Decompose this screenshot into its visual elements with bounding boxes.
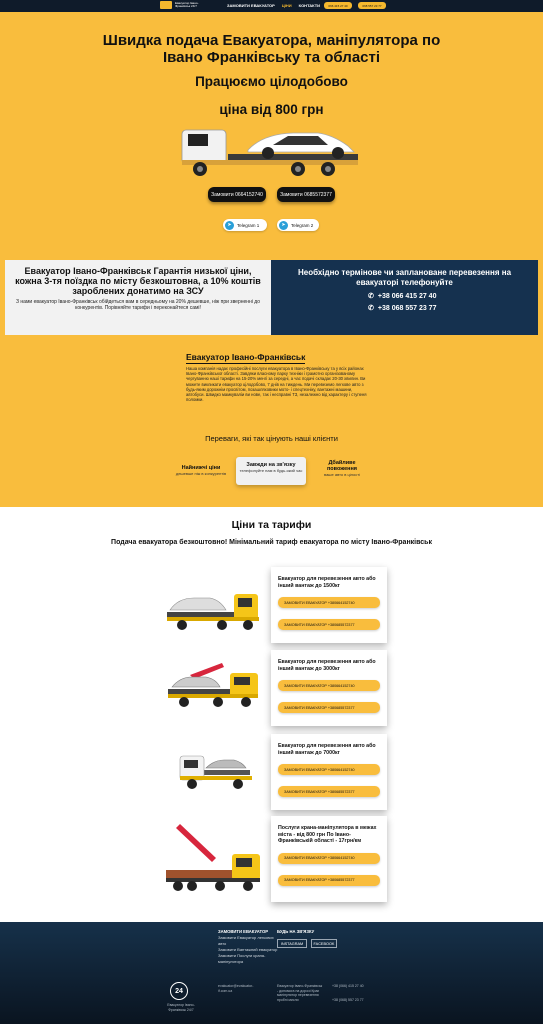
tariff-card-crane: Послуги крана-маніпулятора в межах міста - від 800 грн По Івано-Франківській області - 17грн/км ЗАМОВИТИ ЕВАКУАТОР +380664152740 ЗАМОВИТИ ЕВАКУАТОР +380685572377	[271, 816, 387, 902]
order-call-button-1[interactable]: Замовити 0664152740	[208, 187, 266, 202]
tariff-card-3000kg: Евакуатор для перевезення авто або інший вантаж до 3000кг ЗАМОВИТИ ЕВАКУАТОР +380664152740 ЗАМОВИТИ ЕВАКУАТОР +380685572377	[271, 650, 387, 726]
footer-link[interactable]: Замовити Послуги крана-маніпулятора	[218, 953, 266, 964]
phone-icon: ✆	[368, 305, 374, 312]
footer-social-column: БУДЬ НА ЗВ'ЯЗКУ	[277, 929, 315, 934]
hero-subtitle: Працюємо цілодобово	[195, 74, 348, 89]
order-button[interactable]: ЗАМОВИТИ ЕВАКУАТОР +380664152740	[278, 764, 380, 775]
manipulator-truck-3000kg-image	[162, 657, 264, 717]
order-button[interactable]: ЗАМОВИТИ ЕВАКУАТОР +380685572377	[278, 786, 380, 797]
contact-phone-1[interactable]: ✆ +38 066 415 27 40	[368, 292, 437, 300]
hero-title: Швидка подача Евакуатора, маніпулятора по Івано Франківську та області	[102, 32, 441, 66]
footer	[0, 922, 543, 1024]
guarantee-description: З нами евакуатор Івано-Франківськ обійдеться вам в середньому на 20% дешевше, ніж при зверненні до конкурентів. Порівняйте тарифи і переконайтеся самі!	[16, 299, 260, 311]
order-button[interactable]: ЗАМОВИТИ ЕВАКУАТОР +380685572377	[278, 619, 380, 630]
logo-text: Евакуатор Івано-Франківськ 24/7	[175, 0, 199, 8]
top-navbar	[0, 0, 543, 12]
nav-link-prices[interactable]: ЦІНИ	[281, 3, 292, 8]
advantage-low-prices: Найнижчі ціни дешевше ніж в конкурентів	[175, 465, 227, 476]
nav-links	[227, 3, 320, 8]
telegram-2-button[interactable]	[277, 219, 319, 231]
guarantee-title: Евакуатор Івано-Франківськ Гарантія низької ціни, кожна 3-тя поїздка по місту безкоштовна, а 10% коштів зароблених донатимо на ЗСУ	[15, 266, 261, 296]
facebook-button[interactable]: FACEBOOK	[311, 939, 337, 948]
tariff-card-1500kg: Евакуатор для перевезення авто або інший вантаж до 1500кг ЗАМОВИТИ ЕВАКУАТОР +380664152740 ЗАМОВИТИ ЕВАКУАТОР +380685572377	[271, 567, 387, 643]
footer-phone-2[interactable]: +38 (068) 557 23 77	[332, 998, 364, 1002]
footer-24-logo: 24	[170, 982, 188, 1000]
footer-address: Евакуатор Івано-Франківськ - допомога на дорозі Крає маніпулятор перевезення пробні мисли	[277, 984, 323, 1002]
flatbed-truck-1500kg-image	[162, 580, 264, 640]
hero-price: ціна від 800 грн	[219, 102, 324, 117]
hero-section	[0, 12, 543, 507]
contact-phone-2[interactable]: ✆ +38 068 557 23 77	[368, 304, 437, 312]
order-button[interactable]: ЗАМОВИТИ ЕВАКУАТОР +380664152740	[278, 853, 380, 864]
about-text: Наша компанія надає професійні послуги евакуатора в Івано-Франківську та у всіх районах Івано-Франківської області. Завдяки власному парку техніки і грамотно організованому чергуванню наші тарифи на 15-20% менгі за середні, а час подачі складає 20-30 хвилин. Ви можете викликати евакуатор цілодобово, 7 днів на тиждень. Ми перевеземо легкове авто з будь-яким дорожнім просвітом, позашляховики мото- і спецтехніку, вантажні машини, автобуси. Швидко мамкуваліи ви нове, так і несправні ТЗ, незалежно від характеру і ступеня поломки.	[186, 366, 367, 403]
tow-truck-7000kg-image	[162, 740, 264, 800]
prices-title: Ціни та тарифи	[231, 519, 312, 531]
footer-email[interactable]: evakuator@evakuator-if.com.ua	[218, 984, 254, 993]
nav-link-order[interactable]: ЗАМОВИТИ ЕВАКУАТОР	[227, 3, 275, 8]
footer-order-column: ЗАМОВИТИ ЕВАКУАТОР Замовити Евакуатор легкових авто Замовити Вантажний евакуатор Замовити Послуги крана-маніпулятора	[218, 929, 278, 964]
nav-link-contacts[interactable]: КОНТАКТИ	[298, 3, 321, 8]
contact-panel-title: Необхідно термінове чи заплановане перевезення на евакуаторі телефонуйте	[297, 268, 512, 287]
nav-phone-1-button[interactable]: 066 415 27 40	[324, 2, 352, 9]
footer-phone-1[interactable]: +38 (066) 415 27 40	[332, 984, 364, 988]
advantages-title: Переваги, які так цінують наші клієнти	[205, 434, 338, 443]
telegram-2-label: Telegram 2	[291, 222, 314, 228]
footer-link[interactable]: Замовити Вантажний евакуатор	[218, 947, 278, 952]
contact-panel	[271, 260, 538, 335]
site-logo[interactable]	[160, 1, 201, 9]
telegram-icon: ➤	[225, 221, 234, 230]
order-button[interactable]: ЗАМОВИТИ ЕВАКУАТОР +380664152740	[278, 597, 380, 608]
instagram-button[interactable]: INSTAGRAM	[277, 939, 307, 948]
telegram-1-label: Telegram 1	[237, 222, 260, 228]
order-button[interactable]: ЗАМОВИТИ ЕВАКУАТОР +380664152740	[278, 680, 380, 691]
guarantee-panel	[5, 260, 271, 335]
phone-icon: ✆	[368, 293, 374, 300]
tariff-card-7000kg: Евакуатор для перевезення авто або інший вантаж до 7000кг ЗАМОВИТИ ЕВАКУАТОР +380664152740 ЗАМОВИТИ ЕВАКУАТОР +380685572377	[271, 734, 387, 810]
footer-link[interactable]: Замовити Евакуатор легкових авто	[218, 935, 274, 946]
nav-phone-2-button[interactable]: 068 557 23 77	[358, 2, 386, 9]
advantage-always-in-touch: Завжди на зв'язку телефонуйте нам в будь-який час	[236, 457, 306, 485]
order-button[interactable]: ЗАМОВИТИ ЕВАКУАТОР +380685572377	[278, 702, 380, 713]
tow-truck-with-car-image	[178, 120, 363, 180]
prices-subtitle: Подача евакуатора безкоштовно! Мінімальний тариф евакуатора по місту Івано-Франківськ	[111, 539, 432, 546]
truck-logo-icon	[160, 1, 172, 9]
order-call-button-2[interactable]: Замовити 0685572377	[277, 187, 335, 202]
telegram-1-button[interactable]	[223, 219, 267, 231]
order-button[interactable]: ЗАМОВИТИ ЕВАКУАТОР +380685572377	[278, 875, 380, 886]
crane-manipulator-truck-image	[162, 822, 264, 900]
footer-logo-caption: Евакуатор Івано-Франківськ 24/7	[167, 1003, 195, 1012]
about-title: Евакуатор Івано-Франківськ	[186, 352, 306, 362]
advantage-careful-transport: Дбайливе повоження ваше авто в цілості	[324, 460, 360, 477]
telegram-icon: ➤	[279, 221, 288, 230]
